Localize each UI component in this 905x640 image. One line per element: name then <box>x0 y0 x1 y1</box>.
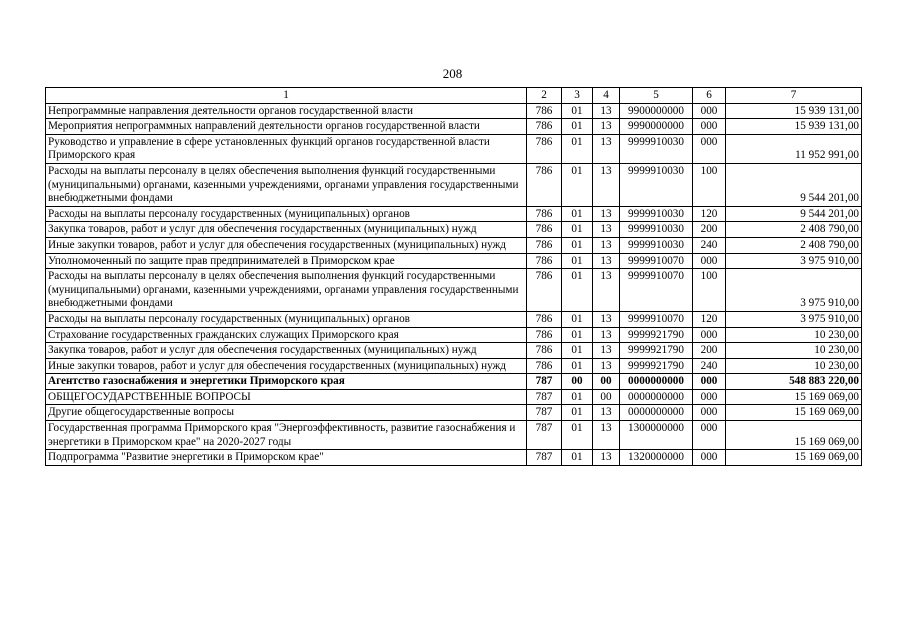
subsection-code-cell: 13 <box>593 119 620 135</box>
admin-code-cell: 786 <box>527 206 562 222</box>
amount-cell: 15 939 131,00 <box>726 103 862 119</box>
admin-code-cell: 786 <box>527 311 562 327</box>
target-article-cell: 0000000000 <box>620 374 693 390</box>
section-code-cell: 01 <box>562 163 593 206</box>
item-name-cell: Уполномоченный по защите прав предпринимателей в Приморском крае <box>46 253 527 269</box>
table-row <box>46 119 862 135</box>
subsection-code-cell: 13 <box>593 421 620 450</box>
admin-code-cell: 786 <box>527 103 562 119</box>
table-row <box>46 405 862 421</box>
subsection-code-cell: 00 <box>593 389 620 405</box>
expense-type-cell: 000 <box>693 253 726 269</box>
subsection-code-cell: 13 <box>593 163 620 206</box>
amount-cell: 15 169 069,00 <box>726 421 862 450</box>
item-name-cell: Расходы на выплаты персоналу в целях обеспечения выполнения функций государственными (муниципальными) органами, казенными учреждениями, органами управления государственными внебюджетными фондами <box>46 163 527 206</box>
page-number: 208 <box>442 66 463 81</box>
header-cell: 7 <box>726 88 862 104</box>
expense-type-cell: 240 <box>693 237 726 253</box>
item-name-cell: Страхование государственных гражданских служащих Приморского края <box>46 327 527 343</box>
expense-type-cell: 000 <box>693 450 726 466</box>
header-cell: 5 <box>620 88 693 104</box>
section-code-cell: 01 <box>562 358 593 374</box>
section-code-cell: 01 <box>562 421 593 450</box>
target-article-cell: 1300000000 <box>620 421 693 450</box>
table-row <box>46 327 862 343</box>
expense-type-cell: 000 <box>693 119 726 135</box>
amount-cell: 9 544 201,00 <box>726 206 862 222</box>
section-code-cell: 01 <box>562 327 593 343</box>
target-article-cell: 9999921790 <box>620 343 693 359</box>
target-article-cell: 9999910030 <box>620 163 693 206</box>
subsection-code-cell: 13 <box>593 343 620 359</box>
admin-code-cell: 786 <box>527 222 562 238</box>
item-name-cell: Мероприятия непрограммных направлений деятельности органов государственной власти <box>46 119 527 135</box>
section-code-cell: 01 <box>562 389 593 405</box>
item-name-cell: Непрограммные направления деятельности органов государственной власти <box>46 103 527 119</box>
subsection-code-cell: 13 <box>593 450 620 466</box>
admin-code-cell: 787 <box>527 450 562 466</box>
table-row <box>46 421 862 450</box>
table-row <box>46 358 862 374</box>
amount-cell: 10 230,00 <box>726 358 862 374</box>
target-article-cell: 9999910030 <box>620 222 693 238</box>
admin-code-cell: 786 <box>527 343 562 359</box>
header-cell: 4 <box>593 88 620 104</box>
admin-code-cell: 787 <box>527 374 562 390</box>
amount-cell: 15 169 069,00 <box>726 389 862 405</box>
table-row <box>46 374 862 390</box>
item-name-cell: ОБЩЕГОСУДАРСТВЕННЫЕ ВОПРОСЫ <box>46 389 527 405</box>
expense-type-cell: 120 <box>693 311 726 327</box>
expense-type-cell: 240 <box>693 358 726 374</box>
item-name-cell: Другие общегосударственные вопросы <box>46 405 527 421</box>
table-row <box>46 103 862 119</box>
expense-type-cell: 000 <box>693 389 726 405</box>
section-code-cell: 01 <box>562 237 593 253</box>
amount-cell: 10 230,00 <box>726 327 862 343</box>
expense-type-cell: 200 <box>693 343 726 359</box>
target-article-cell: 9999910030 <box>620 237 693 253</box>
target-article-cell: 9999910030 <box>620 134 693 163</box>
section-code-cell: 01 <box>562 222 593 238</box>
subsection-code-cell: 00 <box>593 374 620 390</box>
section-code-cell: 00 <box>562 374 593 390</box>
section-code-cell: 01 <box>562 311 593 327</box>
table-row <box>46 269 862 312</box>
amount-cell: 3 975 910,00 <box>726 311 862 327</box>
subsection-code-cell: 13 <box>593 237 620 253</box>
expense-type-cell: 100 <box>693 163 726 206</box>
table-row <box>46 222 862 238</box>
table-row <box>46 450 862 466</box>
item-name-cell: Закупка товаров, работ и услуг для обеспечения государственных (муниципальных) нужд <box>46 343 527 359</box>
target-article-cell: 9999910030 <box>620 206 693 222</box>
expense-type-cell: 000 <box>693 103 726 119</box>
target-article-cell: 9999910070 <box>620 253 693 269</box>
section-code-cell: 01 <box>562 103 593 119</box>
target-article-cell: 0000000000 <box>620 389 693 405</box>
subsection-code-cell: 13 <box>593 311 620 327</box>
amount-cell: 3 975 910,00 <box>726 253 862 269</box>
item-name-cell: Расходы на выплаты персоналу государственных (муниципальных) органов <box>46 206 527 222</box>
subsection-code-cell: 13 <box>593 253 620 269</box>
target-article-cell: 9999921790 <box>620 358 693 374</box>
expense-type-cell: 000 <box>693 327 726 343</box>
expense-type-cell: 000 <box>693 374 726 390</box>
expense-type-cell: 100 <box>693 269 726 312</box>
table-row <box>46 253 862 269</box>
section-code-cell: 01 <box>562 269 593 312</box>
expense-type-cell: 000 <box>693 134 726 163</box>
header-cell: 3 <box>562 88 593 104</box>
target-article-cell: 1320000000 <box>620 450 693 466</box>
subsection-code-cell: 13 <box>593 134 620 163</box>
subsection-code-cell: 13 <box>593 327 620 343</box>
item-name-cell: Закупка товаров, работ и услуг для обеспечения государственных (муниципальных) нужд <box>46 222 527 238</box>
admin-code-cell: 786 <box>527 253 562 269</box>
admin-code-cell: 786 <box>527 237 562 253</box>
item-name-cell: Иные закупки товаров, работ и услуг для обеспечения государственных (муниципальных) нужд <box>46 358 527 374</box>
amount-cell: 15 169 069,00 <box>726 450 862 466</box>
expense-type-cell: 000 <box>693 405 726 421</box>
item-name-cell: Руководство и управление в сфере установленных функций органов государственной власти Приморского края <box>46 134 527 163</box>
amount-cell: 2 408 790,00 <box>726 222 862 238</box>
header-row <box>46 88 862 104</box>
amount-cell: 2 408 790,00 <box>726 237 862 253</box>
expense-type-cell: 120 <box>693 206 726 222</box>
admin-code-cell: 786 <box>527 119 562 135</box>
header-cell: 1 <box>46 88 527 104</box>
section-code-cell: 01 <box>562 405 593 421</box>
admin-code-cell: 786 <box>527 327 562 343</box>
target-article-cell: 9990000000 <box>620 119 693 135</box>
table-row <box>46 163 862 206</box>
item-name-cell: Подпрограмма "Развитие энергетики в Приморском крае" <box>46 450 527 466</box>
table-row <box>46 343 862 359</box>
amount-cell: 15 939 131,00 <box>726 119 862 135</box>
admin-code-cell: 786 <box>527 358 562 374</box>
table-row <box>46 134 862 163</box>
target-article-cell: 9999910070 <box>620 269 693 312</box>
admin-code-cell: 787 <box>527 389 562 405</box>
subsection-code-cell: 13 <box>593 358 620 374</box>
expense-type-cell: 000 <box>693 421 726 450</box>
target-article-cell: 9999910070 <box>620 311 693 327</box>
table-row <box>46 237 862 253</box>
subsection-code-cell: 13 <box>593 206 620 222</box>
subsection-code-cell: 13 <box>593 269 620 312</box>
amount-cell: 11 952 991,00 <box>726 134 862 163</box>
subsection-code-cell: 13 <box>593 222 620 238</box>
item-name-cell: Агентство газоснабжения и энергетики Приморского края <box>46 374 527 390</box>
table-row <box>46 311 862 327</box>
budget-table <box>45 87 862 466</box>
section-code-cell: 01 <box>562 343 593 359</box>
item-name-cell: Иные закупки товаров, работ и услуг для обеспечения государственных (муниципальных) нужд <box>46 237 527 253</box>
table-row <box>46 206 862 222</box>
target-article-cell: 9999921790 <box>620 327 693 343</box>
amount-cell: 548 883 220,00 <box>726 374 862 390</box>
section-code-cell: 01 <box>562 206 593 222</box>
admin-code-cell: 786 <box>527 163 562 206</box>
section-code-cell: 01 <box>562 253 593 269</box>
amount-cell: 9 544 201,00 <box>726 163 862 206</box>
section-code-cell: 01 <box>562 119 593 135</box>
header-cell: 2 <box>527 88 562 104</box>
target-article-cell: 0000000000 <box>620 405 693 421</box>
item-name-cell: Расходы на выплаты персоналу государственных (муниципальных) органов <box>46 311 527 327</box>
admin-code-cell: 786 <box>527 269 562 312</box>
subsection-code-cell: 13 <box>593 103 620 119</box>
header-cell: 6 <box>693 88 726 104</box>
admin-code-cell: 787 <box>527 421 562 450</box>
amount-cell: 15 169 069,00 <box>726 405 862 421</box>
section-code-cell: 01 <box>562 450 593 466</box>
table-row <box>46 389 862 405</box>
target-article-cell: 9900000000 <box>620 103 693 119</box>
expense-type-cell: 200 <box>693 222 726 238</box>
item-name-cell: Государственная программа Приморского края "Энергоэффективность, развитие газоснабжения и энергетики в Приморском крае" на 2020-2027 годы <box>46 421 527 450</box>
admin-code-cell: 787 <box>527 405 562 421</box>
subsection-code-cell: 13 <box>593 405 620 421</box>
item-name-cell: Расходы на выплаты персоналу в целях обеспечения выполнения функций государственными (муниципальными) органами, казенными учреждениями, органами управления государственными внебюджетными фондами <box>46 269 527 312</box>
admin-code-cell: 786 <box>527 134 562 163</box>
amount-cell: 10 230,00 <box>726 343 862 359</box>
section-code-cell: 01 <box>562 134 593 163</box>
amount-cell: 3 975 910,00 <box>726 269 862 312</box>
